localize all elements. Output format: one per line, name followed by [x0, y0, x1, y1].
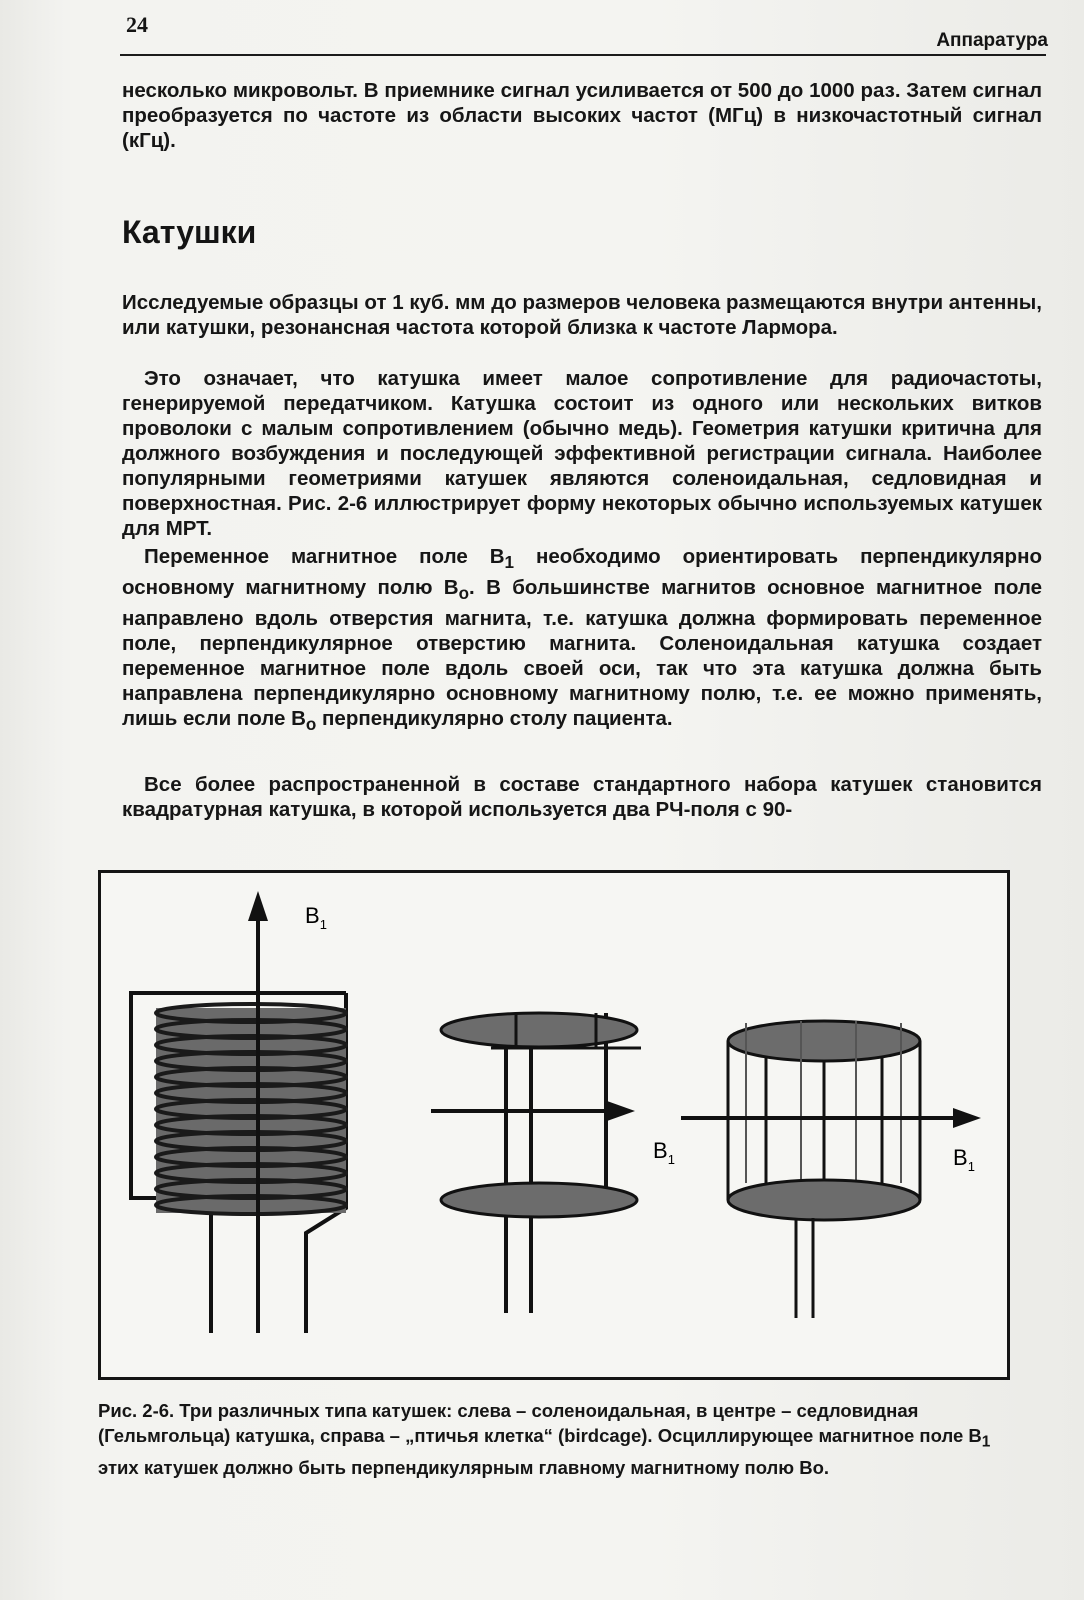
subscript: 1 [981, 1433, 991, 1451]
caption-label: Рис. 2-6. [98, 1400, 175, 1421]
subscript: o [305, 715, 317, 735]
paragraph-intro: несколько микровольт. В приемнике сигнал усиливается от 500 до 1000 раз. Затем сигнал преобразуется по частоте из области высоких частот (МГц) в низкочастотный сигнал (кГц). [122, 79, 1042, 152]
paragraph-b1-orientation [122, 544, 1042, 737]
page-number: 24 [126, 12, 148, 37]
saddle-coil [431, 1013, 675, 1313]
section-title: Катушки [122, 214, 257, 250]
caption-text: Три различных типа катушек: слева – соленоидальная, в центре – седловидная (Гельмгольца) катушка, справа – „птичья клетка“ (birdcage). Осциллирующее магнитное поле B [98, 1400, 982, 1446]
b1-label: $B_1$ [653, 1138, 675, 1167]
caption-text: этих катушек должно быть перпендикулярным главному магнитному полю Bo. [98, 1456, 830, 1478]
b1-label: $B_1$ [305, 903, 327, 932]
subscript: 1 [504, 553, 515, 573]
paragraph-quadrature: Все более распространенной в составе стандартного набора катушек становится квадратурная катушка, в которой используется два РЧ-поля с 90- [122, 773, 1042, 821]
paragraph-coil-description: Это означает, что катушка имеет малое сопротивление для радиочастоты, генерируемой передатчиком. Катушка состоит из одного или нескольких витков проволоки с малым сопротивлением (обычно медь). Геометрия катушки критична для должного возбуждения и последующей эффективной регистрации сигнала. Наиболее популярными геометриями катушек являются соленоидальная, седловидная и поверхностная. Рис. 2-6 иллюстрирует форму некоторых обычно используемых катушек для МРТ. [122, 367, 1042, 540]
text-run: необходимо ориентировать перпендикулярно основному магнитному полю B [122, 545, 1042, 600]
subscript: o [458, 584, 470, 604]
paragraph-samples: Исследуемые образцы от 1 куб. мм до размеров человека размещаются внутри антенны, или катушки, резонансная частота которой близка к частоте Лармора. [122, 291, 1042, 339]
solenoid-coil [131, 891, 346, 1333]
text-run: . В большинстве магнитов основное магнитное поле направлено вдоль отверстия магнита, т.е. катушка должна формировать переменное поле, перпендикулярное отверстию магнита. Соленоидальная катушка создает переменное магнитное поле вдоль своей оси, так что эта катушка должна быть направлена перпендикулярно основному магнитному полю, т.е. ее можно применять, лишь если поле B [122, 576, 1042, 731]
birdcage-coil [681, 1021, 981, 1318]
figure-coils [98, 870, 1010, 1380]
b1-label: $B_1$ [953, 1145, 975, 1174]
text-run: Переменное магнитное поле B [144, 545, 505, 568]
figure-caption [98, 1398, 1018, 1480]
running-head: Аппаратура [936, 30, 1048, 51]
header-rule [120, 54, 1046, 56]
text-run: перпендикулярно столу пациента. [316, 707, 673, 731]
coil-illustration [101, 873, 1007, 1377]
